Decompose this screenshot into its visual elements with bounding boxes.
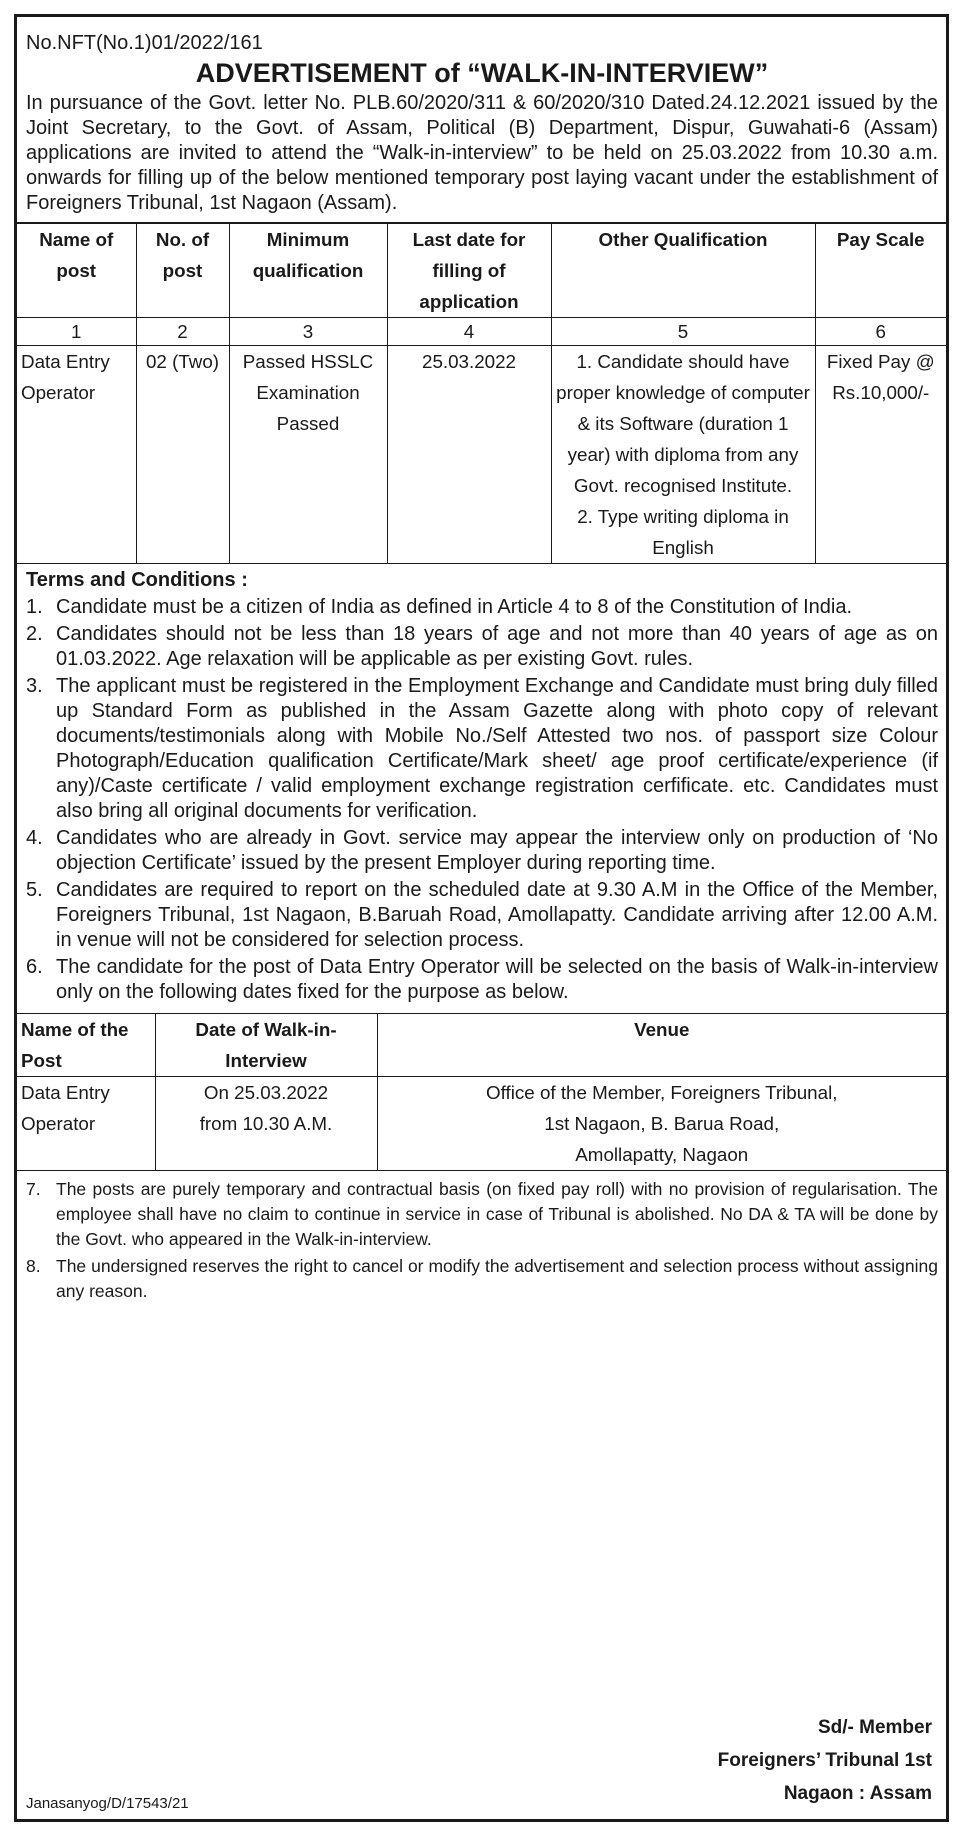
interview-date — [155, 1077, 377, 1171]
list-item — [26, 1254, 938, 1304]
interview-date-line-1: On 25.03.2022 — [203, 1082, 329, 1103]
item-text: Candidates are required to report on the scheduled date at 9.30 A.M in the Office of the Member, Foreigners Tribunal, 1st Nagaon, B.Baruah Road, Amollapatty. Candidate arriving after 12.00 A.M. in venue will not be considered for selection process. — [56, 879, 938, 951]
other-qualification — [551, 346, 815, 564]
header-min-qualification: Minimum qualification — [229, 223, 387, 318]
other-qualification-2: 2. Type writing diploma in English — [577, 506, 789, 558]
column-number: 6 — [815, 318, 946, 346]
list-item — [26, 826, 938, 876]
pay-scale: Fixed Pay @ Rs.10,000/- — [815, 346, 946, 564]
item-number: 4. — [26, 827, 43, 849]
page-title: ADVERTISEMENT of “WALK-IN-INTERVIEW” — [195, 58, 769, 88]
post-count: 02 (Two) — [136, 346, 229, 564]
terms-heading: Terms and Conditions : — [26, 569, 248, 591]
table-row — [17, 1077, 946, 1171]
header-other-qualification: Other Qualification — [551, 223, 815, 318]
venue-table-header — [17, 1014, 946, 1077]
post-table-header — [17, 223, 946, 318]
list-item — [26, 1177, 938, 1252]
venue-line-2: 1st Nagaon, B. Barua Road, — [544, 1113, 780, 1134]
item-number: 1. — [26, 596, 43, 618]
venue-line-1: Office of the Member, Foreigners Tribunal, — [486, 1082, 838, 1103]
column-number: 4 — [387, 318, 551, 346]
venue-line-3: Amollapatty, Nagaon — [575, 1144, 749, 1165]
item-text: Candidates who are already in Govt. service may appear the interview only on production of ‘No objection Certificate’ issued by the present Employer during reporting time. — [56, 827, 938, 874]
signature-line-1: Sd/- Member — [817, 1717, 932, 1738]
post-name: Data Entry Operator — [17, 346, 136, 564]
publication-code: Janasanyog/D/17543/21 — [26, 1795, 189, 1812]
item-text: The candidate for the post of Data Entry Operator will be selected on the basis of Walk-in-interview only on the following dates fixed for the purpose as below. — [56, 956, 938, 1003]
header-last-date: Last date for filling of application — [387, 223, 551, 318]
list-item — [26, 674, 938, 824]
item-text: The undersigned reserves the right to cancel or modify the advertisement and selection process without assigning any reason. — [56, 1256, 938, 1301]
list-item — [26, 955, 938, 1005]
item-number: 2. — [26, 623, 43, 645]
column-number: 3 — [229, 318, 387, 346]
intro-paragraph: In pursuance of the Govt. letter No. PLB.60/2020/311 & 60/2020/310 Dated.24.12.2021 issued by the Joint Secretary, to the Govt. of Assam, Political (B) Department, Dispur, Guwahati-6 (Assam) applications are invited to attend the “Walk-in-interview” to be held on 25.03.2022 from 10.30 a.m. onwards for filling up of the below mentioned temporary post laying vacant under the establishment of Foreigners Tribunal, 1st Nagaon (Assam). — [26, 92, 938, 214]
column-number: 5 — [551, 318, 815, 346]
venue-address — [377, 1077, 946, 1171]
header-name-of-post: Name of post — [17, 223, 136, 318]
column-number: 1 — [17, 318, 136, 346]
signature-line-3: Nagaon : Assam — [783, 1783, 932, 1804]
list-item — [26, 878, 938, 953]
minimum-qualification: Passed HSSLC Examination Passed — [229, 346, 387, 564]
list-item — [26, 622, 938, 672]
column-number: 2 — [136, 318, 229, 346]
venue-table — [17, 1013, 946, 1171]
item-text: The posts are purely temporary and contractual basis (on fixed pay roll) with no provision of regularisation. The employee shall have no claim to continue in service in case of Tribunal is abolished. No DA & TA will be done by the Govt. who appeared in the Walk-in-interview. — [56, 1179, 938, 1249]
header-no-of-post: No. of post — [136, 223, 229, 318]
header-pay-scale: Pay Scale — [815, 223, 946, 318]
item-number: 7. — [26, 1179, 41, 1199]
post-table — [17, 222, 946, 564]
reference-number: No.NFT(No.1)01/2022/161 — [26, 32, 263, 54]
signature-block — [718, 1711, 932, 1810]
terms-list — [26, 595, 938, 1005]
advertisement-page — [14, 14, 949, 1822]
item-number: 5. — [26, 879, 43, 901]
other-qualification-1: 1. Candidate should have proper knowledge of computer & its Software (duration 1 year) with diploma from any Govt. recognised Institute. — [556, 351, 810, 496]
terms-list-continued — [26, 1177, 938, 1304]
item-number: 6. — [26, 956, 43, 978]
interview-date-line-2: from 10.30 A.M. — [199, 1113, 333, 1134]
list-item — [26, 595, 938, 620]
header-venue: Venue — [377, 1014, 946, 1077]
item-text: Candidates should not be less than 18 years of age and not more than 40 years of age as on 01.03.2022. Age relaxation will be applicable as per existing Govt. rules. — [56, 623, 938, 670]
item-number: 8. — [26, 1256, 41, 1276]
post-table-number-row — [17, 318, 946, 346]
item-number: 3. — [26, 675, 43, 697]
venue-post-name: Data Entry Operator — [17, 1077, 155, 1171]
header-post-name: Name of the Post — [17, 1014, 155, 1077]
table-row — [17, 346, 946, 564]
item-text: Candidate must be a citizen of India as defined in Article 4 to 8 of the Constitution of India. — [56, 596, 853, 618]
header-interview-date: Date of Walk-in-Interview — [155, 1014, 377, 1077]
item-text: The applicant must be registered in the Employment Exchange and Candidate must bring duly filled up Standard Form as published in the Assam Gazette along with photo copy of relevant documents/testimonials along with Mobile No./Self Attested two nos. of passport size Colour Photograph/Education qualification Certificate/Mark sheet/ age proof certificate/experience (if any)/Caste certificate / valid employment exchange registration cerfificate. etc. Candidates must also bring all original documents for verification. — [56, 675, 938, 822]
signature-line-2: Foreigners’ Tribunal 1st — [717, 1750, 932, 1771]
last-date: 25.03.2022 — [387, 346, 551, 564]
